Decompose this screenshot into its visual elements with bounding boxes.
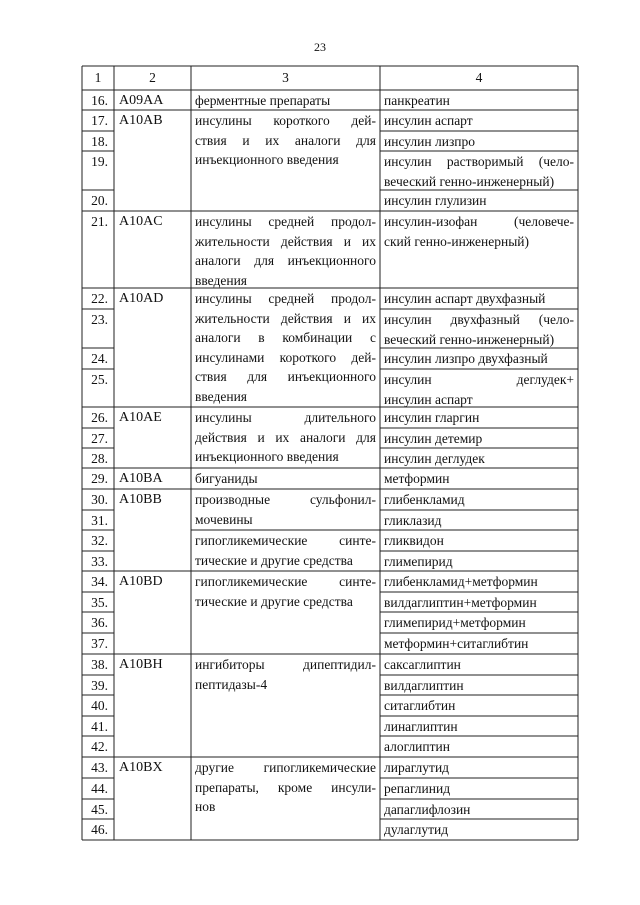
row-number: 39. — [91, 678, 108, 693]
group-name-line: производные сульфонил- — [195, 492, 376, 507]
group-name-line: инсулины короткого дей- — [195, 113, 376, 128]
drug-name: инсулин двухфазный (чело- — [384, 312, 574, 327]
drug-name: инсулин глулизин — [384, 193, 487, 208]
group-name-line: мочевины — [195, 511, 253, 527]
drug-name: гликлазид — [384, 513, 442, 528]
drug-name: панкреатин — [384, 93, 450, 108]
row-number: 26. — [91, 410, 108, 425]
atc-code: A10BB — [119, 492, 162, 507]
row-number: 44. — [91, 781, 108, 796]
row-number: 32. — [91, 533, 108, 548]
page-number: 23 — [314, 40, 326, 54]
row-number: 31. — [91, 513, 108, 528]
row-number: 38. — [91, 657, 108, 672]
group-name-line: ствия для инъекционного — [195, 369, 376, 384]
atc-code: A10AB — [119, 113, 163, 128]
drug-name: гликвидон — [384, 533, 444, 548]
drug-name: инсулин деглудек+ — [384, 372, 574, 387]
drug-name: инсулин гларгин — [384, 410, 480, 425]
row-number: 16. — [91, 93, 108, 108]
drug-name: дапаглифлозин — [384, 802, 471, 817]
drug-name: глимепирид+метформин — [384, 615, 526, 630]
row-number: 33. — [91, 554, 108, 569]
row-number: 22. — [91, 291, 108, 306]
group-name-line: ферментные препараты — [195, 93, 331, 108]
row-number: 40. — [91, 698, 108, 713]
row-number: 43. — [91, 760, 108, 775]
group-name-line: ингибиторы дипептидил- — [195, 657, 376, 672]
group-name-line: препараты, кроме инсули- — [195, 779, 376, 795]
drug-name: инсулин деглудек — [384, 451, 485, 466]
drug-name: вилдаглиптин+метформин — [384, 595, 537, 610]
drug-name: метформин+ситаглибтин — [384, 636, 529, 651]
row-number: 45. — [91, 802, 108, 817]
atc-code: A10AE — [119, 410, 162, 425]
atc-code: A10BX — [119, 760, 163, 775]
row-number: 24. — [91, 351, 108, 366]
header-col-2: 2 — [149, 70, 156, 85]
row-number: 34. — [91, 574, 108, 589]
group-name-line: введения — [195, 272, 248, 288]
drug-name: инсулин аспарт двухфазный — [384, 291, 546, 306]
group-name-line: тические и другие средства — [195, 552, 353, 568]
drug-name: веческий генно-инженерный) — [384, 173, 555, 189]
drug-name: репаглинид — [384, 781, 451, 796]
drug-name: ский генно-инженерный) — [384, 233, 529, 249]
row-number: 25. — [91, 372, 108, 387]
group-name-line: бигуаниды — [195, 471, 258, 486]
drug-name: вилдаглиптин — [384, 678, 464, 693]
group-name-line: гипогликемические синте- — [195, 574, 376, 589]
group-name-line: инсулины средней продол- — [195, 291, 376, 306]
row-number: 30. — [91, 492, 108, 507]
atc-code: A09AA — [119, 93, 164, 108]
group-name-line: инсулины длительного — [195, 410, 376, 425]
row-number: 18. — [91, 134, 108, 149]
drug-name: ситаглибтин — [384, 698, 456, 713]
atc-code: A10BD — [119, 574, 163, 589]
header-col-3: 3 — [282, 70, 289, 85]
row-number: 17. — [91, 113, 108, 128]
group-name-line: действия и их аналоги для — [195, 429, 376, 445]
group-name-line: ствия и их аналоги для — [195, 132, 376, 148]
row-number: 21. — [91, 214, 108, 229]
drug-name: глимепирид — [384, 554, 453, 569]
row-number: 20. — [91, 193, 108, 208]
group-name-line: гипогликемические синте- — [195, 533, 376, 548]
atc-code: A10BH — [119, 657, 163, 672]
group-name-line: аналоги для инъекционного — [195, 253, 376, 268]
row-number: 41. — [91, 719, 108, 734]
row-number: 42. — [91, 739, 108, 754]
drug-name: инсулин аспарт — [384, 391, 473, 407]
group-name-line: жительности действия и их — [195, 233, 376, 249]
drug-name: инсулин растворимый (чело- — [384, 154, 574, 169]
group-name-line: инсулины средней продол- — [195, 214, 376, 229]
group-name-line: тические и другие средства — [195, 593, 353, 609]
group-name-line: инъекционного введения — [195, 449, 339, 464]
group-name-line: инъекционного введения — [195, 152, 339, 167]
row-number: 28. — [91, 451, 108, 466]
row-number: 23. — [91, 312, 108, 327]
row-number: 29. — [91, 471, 108, 486]
group-name-line: введения — [195, 388, 248, 404]
drug-name: метформин — [384, 471, 450, 486]
atc-code: A10AC — [119, 214, 163, 229]
group-name-line: пептидазы-4 — [195, 676, 268, 692]
group-name-line: жительности действия и их — [195, 310, 376, 326]
drug-name: инсулин-изофан (человече- — [384, 214, 574, 229]
row-number: 37. — [91, 636, 108, 651]
group-name-line: другие гипогликемические — [195, 760, 376, 775]
row-number: 27. — [91, 431, 108, 446]
drug-name: линаглиптин — [384, 719, 458, 734]
drug-name: инсулин лизпро двухфазный — [384, 351, 548, 366]
atc-code: A10BA — [119, 471, 163, 486]
drug-name: лираглутид — [384, 760, 450, 775]
drug-name: глибенкламид — [384, 492, 465, 507]
drug-name: инсулин лизпро — [384, 134, 475, 149]
drug-name: инсулин детемир — [384, 431, 483, 446]
group-name-line: инсулинами короткого дей- — [195, 349, 376, 365]
header-col-1: 1 — [94, 70, 102, 85]
drug-name: инсулин аспарт — [384, 113, 473, 128]
drug-name: дулаглутид — [384, 822, 449, 837]
drug-name: веческий генно-инженерный) — [384, 331, 555, 347]
row-number: 46. — [91, 822, 108, 837]
group-name-line: нов — [195, 799, 216, 814]
group-name-line: аналоги в комбинации с — [195, 330, 376, 345]
drug-name: саксаглиптин — [384, 657, 461, 672]
drug-name: алоглиптин — [384, 739, 450, 754]
row-number: 35. — [91, 595, 108, 610]
drug-name: глибенкламид+метформин — [384, 574, 538, 589]
row-number: 19. — [91, 154, 108, 169]
row-number: 36. — [91, 615, 108, 630]
atc-code: A10AD — [119, 291, 164, 306]
header-col-4: 4 — [475, 70, 483, 85]
